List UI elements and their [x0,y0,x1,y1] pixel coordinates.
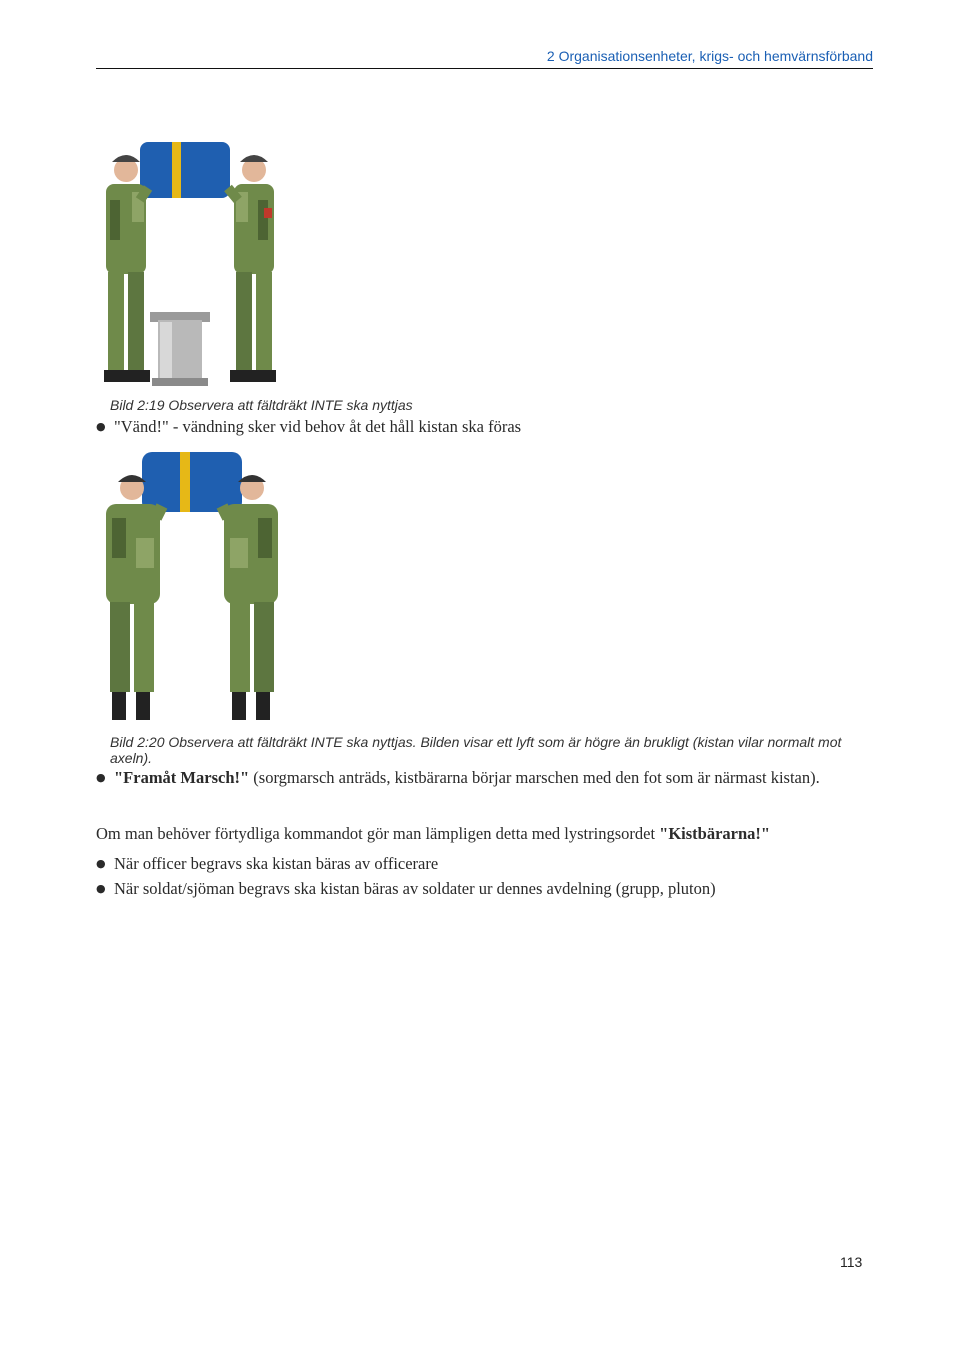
list-item-text: - vändning sker vid behov åt det håll kistan ska föras [168,417,522,436]
list-item-text: När soldat/sjöman begravs ska kistan bäras av soldater ur dennes avdelning (grupp, pluton) [114,879,716,898]
bullet-icon: ● [96,420,106,433]
bullet-icon: ● [96,857,106,870]
page-number: 113 [840,1254,863,1270]
header-rule [96,68,873,69]
command-vand: "Vänd!" [114,417,169,436]
list-item-text: (sorgmarsch anträds, kistbärarna börjar marschen med den fot som är närmast kistan). [249,768,820,787]
bullet-icon: ● [96,771,106,784]
figure-caption-2-19: Bild 2:19 Observera att fältdräkt INTE ska nyttjas [110,397,413,413]
figure-caption-2-20: Bild 2:20 Observera att fältdräkt INTE ska nyttjas. Bilden visar ett lyft som är högre än brukligt (kistan vilar normalt mot axeln). [110,734,842,766]
command-framat-marsch: "Framåt Marsch!" [114,768,250,787]
body-paragraph [96,823,886,845]
bullet-icon: ● [96,882,106,895]
figure-soldiers-lifting-coffin [88,140,298,395]
paragraph-text: Om man behöver förtydliga kommandot gör man lämpligen detta med lystringsordet [96,824,660,843]
figure-soldiers-carrying-coffin [92,448,292,728]
list-item-text: När officer begravs ska kistan bäras av officerare [114,854,439,873]
running-header: 2 Organisationsenheter, krigs- och hemvärnsförband [546,48,873,64]
command-kistbararna: "Kistbärarna!" [659,824,771,843]
